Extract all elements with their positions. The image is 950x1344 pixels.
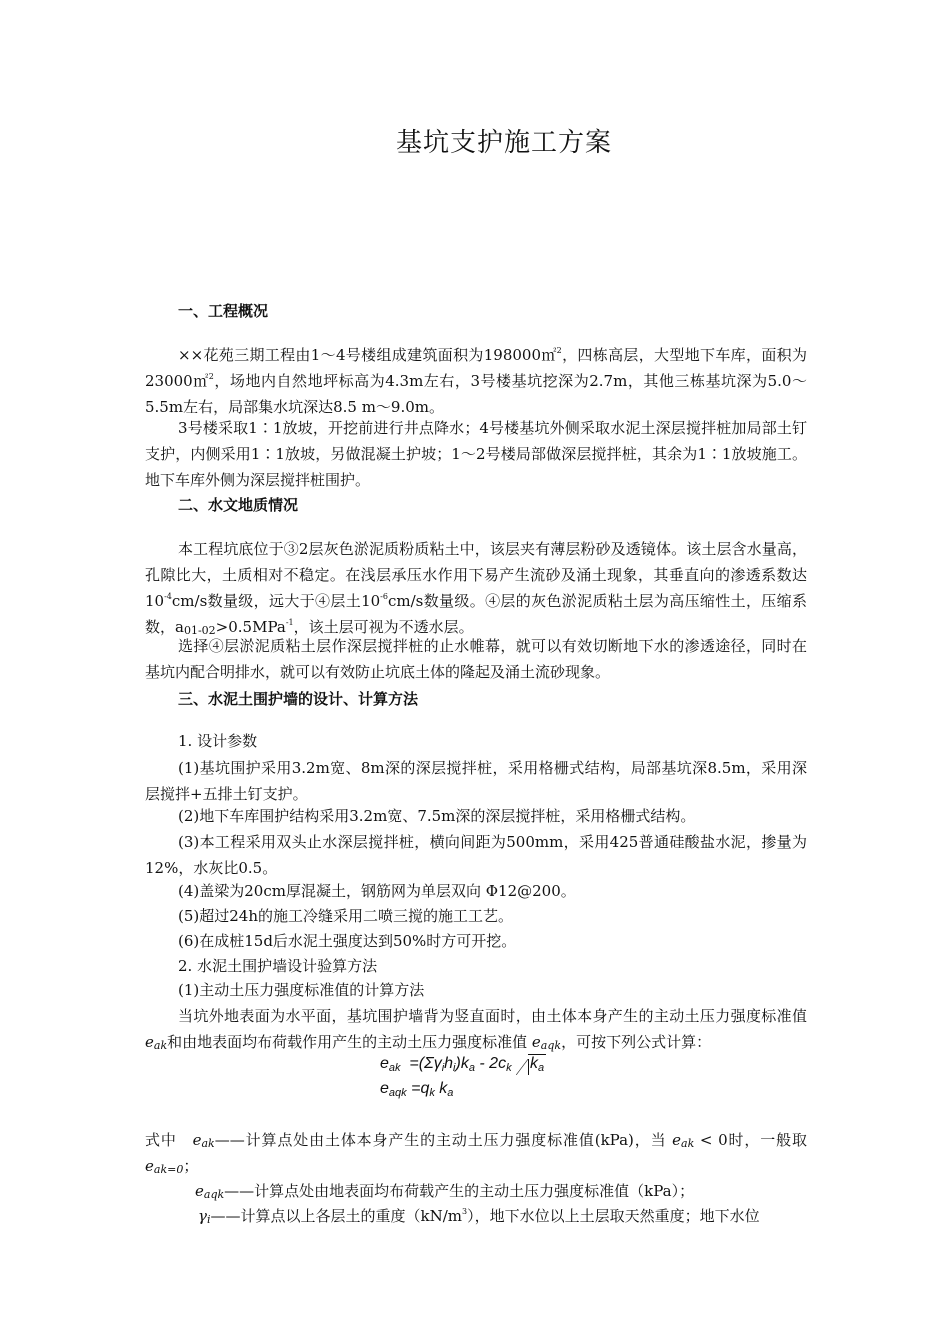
design-item-1: (1)基坑围护采用3.2m宽、8m深的深层搅拌桩，采用格栅式结构，局部基坑深8.5m，采用深层搅拌+五排土钉支护。 — [145, 759, 807, 803]
paragraph-calculation: 当坑外地表面为水平面，基坑围护墙背为竖直面时，由土体本身产生的主动土压力强度标准值 $e_{ak}$和由地表面均布荷载作用产生的主动土压力强度标准值 $e_{aqk}$，可按下列公式计算： — [145, 1007, 807, 1052]
design-item-3: (3)本工程采用双头止水深层搅拌桩，横向间距为500mm，采用425普通硅酸盐水泥，掺量为12%，水灰比0.5。 — [145, 833, 807, 877]
design-item-5: (5)超过24h的施工冷缝采用二喷三搅的施工工艺。 — [178, 907, 513, 925]
paragraph-overview-2: 3号楼采取1∶1放坡，开挖前进行井点降水；4号楼基坑外侧采取水泥土深层搅拌桩加局部土钉支护，内侧采用1∶1放坡，另做混凝土护坡；1～2号楼局部做深层搅拌桩，其余为1∶1放坡施工。地下车库外侧为深层搅拌桩围护。 — [145, 419, 807, 489]
design-item-4: (4)盖梁为20cm厚混凝土，钢筋网为单层双向 Φ12@200。 — [178, 882, 576, 900]
section-heading-design: 三、水泥土围护墙的设计、计算方法 — [178, 690, 419, 708]
design-item-6: (6)在成桩15d后水泥土强度达到50%时方可开挖。 — [178, 932, 517, 950]
formula-eak: $e_{ak} =(\Sigma\gamma_ih_i)k_a - 2c_k$ $k_a$ — [380, 1055, 545, 1074]
paragraph-overview-1: ××花苑三期工程由1～4号楼组成建筑面积为198000㎡$^2$，四栋高层，大型地下车库，面积为23000㎡$^2$，场地内自然地坪标高为4.3m左右，3号楼基坑挖深为2.7m，其他三栋基坑深为5.0～5.5m左右，局部集水坑深达8.5 m～9.0m。 — [145, 346, 807, 416]
formula-eaqk: $e_{aqk} =q_k$ $k_a$ — [380, 1080, 454, 1099]
section-heading-hydrogeology: 二、水文地质情况 — [178, 496, 299, 514]
document-title: 基坑支护施工方案 — [395, 128, 612, 158]
subheading-design-params: 1. 设计参数 — [178, 732, 258, 750]
definition-gamma: $\gamma_i——$计算点以上各层土的重度$(kN/m^3)$，地下水位以上土层取天然重度；地下水位 — [198, 1207, 760, 1226]
paragraph-hydrogeology-2: 选择④层淤泥质粘土层作深层搅拌桩的止水帷幕，就可以有效切断地下水的渗透途径，同时在基坑内配合明排水，就可以有效防止坑底土体的隆起及涌土流砂现象。 — [145, 637, 807, 681]
section-heading-overview: 一、工程概况 — [178, 302, 269, 320]
subheading-verification-method: 2. 水泥土围护墙设计验算方法 — [178, 957, 378, 975]
definition-eaqk: $e_{aqk}——$计算点处由地表面均布荷载产生的主动土压力强度标准值（kPa）； — [195, 1182, 695, 1201]
paragraph-where-definitions: 式中 $e_{ak}——$计算点处由土体本身产生的主动土压力强度标准值(kPa)，当 $e_{ak} < 0$时，一般取 $e_{ak=0}$； — [145, 1131, 807, 1176]
subheading-active-pressure: (1)主动土压力强度标准值的计算方法 — [178, 981, 425, 999]
design-item-2: (2)地下车库围护结构采用3.2m宽、7.5m深的深层搅拌桩，采用格栅式结构。 — [178, 807, 696, 825]
paragraph-hydrogeology-1: 本工程坑底位于③2层灰色淤泥质粉质粘土中，该层夹有薄层粉砂及透镜体。该土层含水量高，孔隙比大，土质相对不稳定。在浅层承压水作用下易产生流砂及涌土现象，其垂直向的渗透系数达$10^{-4}cm/s$数量级，远大于④层土$10^{-6}cm/s$数量级。④层的灰色淤泥质粘土层为高压缩性土，压缩系数，$a_{01-02}>0.5MPa^{-1}$，该土层可视为不透水层。 — [145, 540, 807, 637]
